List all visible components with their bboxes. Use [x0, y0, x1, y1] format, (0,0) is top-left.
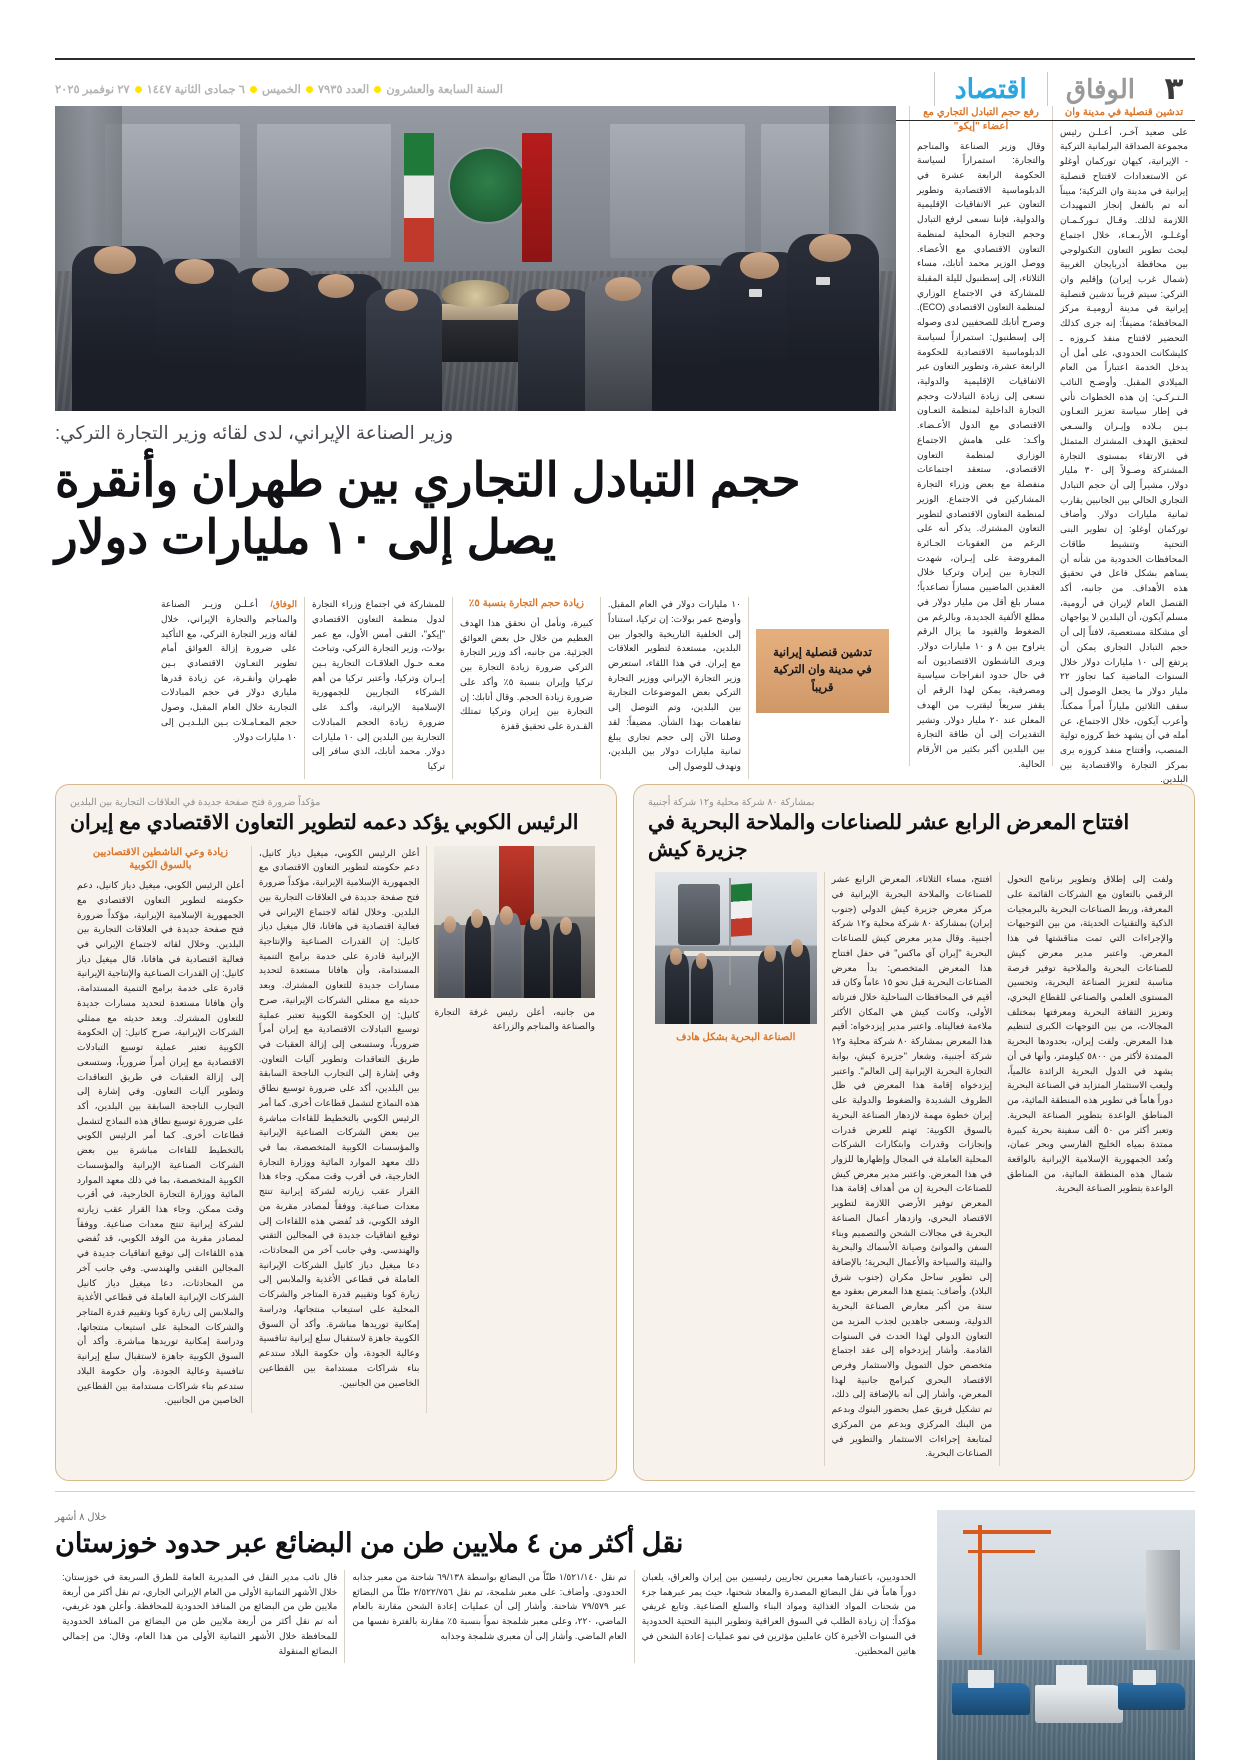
lead-headline: حجم التبادل التجاري بين طهران وأنقرة يصل إلى ١٠ مليارات دولار — [55, 453, 801, 564]
masthead-divider-2 — [934, 72, 935, 106]
kish-exhibition-article — [633, 784, 1195, 1481]
kuwait-eyebrow: مؤكداً ضرورة فتح صفحة جديدة في العلاقات التجارية بين البلدين — [70, 797, 321, 808]
lead-column-3-text-wrap — [600, 597, 748, 779]
lead-column-4-text: وقال وزير الصناعة والمناجم والتجارة: استمراراً لسياسة الحكومة الرابعة عشرة في الدبلوماسية الاقتصادية وتطوير التعاون عبر الاتفاقيات الإقليمية والدولية، فإننا نسعى لرفع التبادل وحجم التجارة المحلية لمنظمة التعاون الاقتصادي مع الأعضاء. ووصل الوزير محمد أتابك، مساء الثلاثاء، إلى إسطنبول لليلة المقبلة للمشاركة في الاجتماع الوزاري لمنظمة التعاون الاقتصادي (ECO). وصرح أتابك للصحفيين لدى وصوله إلى إسطنبول: استمرازاً لسياسة الدبلوماسية الاقتصادية للحكومة الرابعة عشرة، وتطوير التعاون عبر الاتفاقيات الإقليمية والدولية، نسعى إلى زيادة التبادلات وحجم التجارة الداخلية لمنظمة التعـاون الاقتصادي مع الدول الأعـضاء. وأكـد: على هامش الاجتماع الوزاري لمنظمة التعاون الاقتصادي، ستعقد اجتماعات منفصلة مع بعض وزراء التجارة المشاركين في الاجتماع. الوزير لمنظمة التعاون الاقتصادي لتطوير التعاون المشترك. يذكر أنه على الرغم من العقوبات الجـائرة المفروضة على إيـران، شهدت التجارة بين إيران وتركيا خلال العقدين الماضيين مسازاً تصاعدياً؛ مسار بلغ أقل من مليار دولار في مطلع الألفية الجديدة، وبالرغم من الضغوط والقيود ما يزال الرقم يتراوح بين ٨ و ١٠ مليارات دولار. ويرى الناشطون الاقتصاديون أنه في حال حدود انفراجات سياسية ومصرفية، يمكن لهذا الرقم أن يقفز سريعاً ليقترب من الهدف المعلن عند ٢٠ مليار دولار. وتشير التقديرات إلى أن طاقة التجارة بين البلدين أكبر بكثير من الأرقام الحالية. — [917, 140, 1045, 769]
kish-subheading: الصناعة البحرية بشكل هادف — [676, 1032, 796, 1044]
masthead — [55, 0, 1195, 107]
bullet-dot-icon — [135, 86, 142, 93]
secondary-articles-row — [55, 784, 1195, 1481]
lead-column-5 — [1052, 106, 1195, 785]
iran-flag-icon — [731, 884, 752, 937]
meta-issue: العدد ٧٩٣٥ — [317, 84, 370, 96]
name-badge-icon — [816, 277, 829, 285]
masthead-meta — [55, 82, 503, 96]
crane-icon — [978, 1525, 982, 1655]
bottom-headline: نقل أكثر من ٤ ملايين طن من البضائع عبر حدود خوزستان — [55, 1528, 684, 1559]
kuwait-column-left: من جانبه، أعلن رئيس غرفة التجارة والصناعة والمناجم والزراعة — [434, 1006, 595, 1032]
section-name: اقتصاد — [954, 73, 1027, 104]
bottom-column-3: الحدوديين، باعتبارهما معبرين تجاريين رئيسيين بين إيران والعراق، يلعبان دوراً هاماً في نقل البضائع المصدرة والمعاد شحنها، حيث يمر عبرهما جزء من شحنات المواد الغذائية ومواد البناء والسلع الصناعية. وتابع غريفي مؤكداً: إن زيادة الطلب في السوق العراقية وتطوير البنية التحتية الحدودية في السنوات الأخيرة كان عاملين مؤثرين في نمو عمليات إعادة الشحن في هاتين المحطتين. — [641, 1572, 916, 1656]
turkey-flag-icon — [522, 133, 552, 261]
table-flowers — [442, 280, 509, 307]
lead-sidebar-heading-1: تدشين قنصلية في مدينة وان — [1064, 107, 1184, 118]
bottom-section-rule — [55, 1491, 1195, 1492]
lead-side-columns — [908, 106, 1195, 785]
kuwait-headline: الرئيس الكوبي يؤكد دعمه لتطوير التعاون الاقتصادي مع إيران — [70, 811, 579, 834]
kuwait-delegation-photo — [434, 846, 595, 998]
summit-emblem-icon — [450, 149, 526, 222]
lead-column-2-text: كبيرة، ونأمل أن نحقق هذا الهدف العظيم من خلال حل بعض العوائق الجزئية. من جانبه، أكد وزير التجارة التركي ضرورة زيادة التجارة بين تركيا وإيران بنسبة ٥٪ وأكد على ضرورة زيادة الحجم. وقال أتابك: إن التجارة بين إيران وتركيا تمتلك القـدرة على تحقيق قفزة — [460, 617, 593, 731]
iran-flag-icon — [404, 133, 434, 261]
lead-kicker: وزير الصناعة الإيراني، لدى لقائه وزير التجارة التركي: — [55, 422, 454, 443]
lead-sidebar-heading-3: زيادة حجم التجارة بنسبة ٥٪ — [468, 598, 585, 610]
iran-turkey-ministers-meeting-photo — [55, 106, 896, 411]
lead-byline: الوفاق/ — [270, 599, 298, 610]
kish-column-right: افتتح، مساء الثلاثاء، المعرض الرابع عشر للصناعات والملاحة البحرية الإيرانية في مركز معرض جزيرة كيش الدولي (جنوب إيران) بمشاركة ٨٠ شركة محلية و١٢ شركة أجنبية. وقال مدير معرض كيش للصناعات البحرية "إيران آي ماكس" في حفل افتتاح هذا المعرض المتخصص: بدأ معرض الصناعات البحرية قبل نحو ١٥ عاماً وكان قد أقيم في المحافظات الساحلية خلال فترتاته الأولى، وكانت كيش هي المكان الأكثر ملاءمة فعاليتاه. واعتبر مدير إيزدخواه: أقيم هذا المعرض بمشاركة ٨٠ شركة محلية و١٢ شركة أجنبية، وشعار "جزيرة كيش، بوابة التجارة البحرية الإيرانية إلى العالم". واعتبر إيزدخواه إقامة هذا المعرض في ظل الظروف الشديدة والضغوط والدولية على إيران خطوة مهمة لازدهار الصناعة البحرية بالسوق الكوبية: تهتم للعرض قدرات وإنجازات وقدرات وابتكارات الشركات المحلية العاملة في المجال وإظهارها للزوار في هذا المعرض. واعتبر مدير معرض كيش للصناعات البحرية إن من أهداف إقامة هذا المعرض توفير الأرضي اللازمة لتطوير الاقتصاد البحري، وازدهار أعمال الصناعة البحرية في مجالات الشحن والتصميم وبناء السفن والموانئ وصيانة الأسماك والبحرية والبيئة والسياحة والأعمال البحرية؛ بالإضافة إلى تطوير ساحل مكران (جنوب شرق البلاد). وأضاف: يتمتع هذا المعرض بعقود مع سنة من أكبر معارض الصناعة البحرية الدولية، ونسعى جاهدين لجذب المزيد من التعاون الدولي لهذا الحدث في السنوات القادمة. وأشار إيزدخواه إلى عقد اجتماع متخصص حول التمويل والاستثمار وفرص الاقتصاد البحري كبرامج جانبية لهذا المعرض، وأشار إلى أنه بالإضافة إلى ذلك، تم تشكيل فريق عمل بحضور البنوك وبدعم من البنك المركزي وبدعم من المركزي لمتابعة إجراءات الاستثمار والتطوير في الصناعات البحرية. — [831, 874, 993, 1459]
bottom-column-1: قال نائب مدير النقل في المديرية العامة للطرق السريعة في خوزستان: خلال الأشهر الثمانية الأولى من العام الإيراني الجاري، تم نقل أكثر من أربعة ملايين طن من البضائع من المنافذ الحدودية للمحافظة. وأعلن هود غريفي، أنه تم نقل أكثر من أربعة ملايين طن من البضائع من المنافذ الحدودية للمحافظة خلال الأشهر الثمانية الأولى من هذا العام، وقال: من إجمالي البضائع المنقولة — [62, 1572, 338, 1656]
lead-column-1-text: للمشاركة في اجتماع وزراء التجارة لدول منظمة التعاون الاقتصادي "إيكو"، التقى أمس الأول، مع عمر بولات، وزير التجارة التركي، وتباحث معـه حـول العلاقـات التجارية بـين إيـران وتركيا، وأعتبر تركيا من أهم الشركاء التجاريين للجمهورية الإسلامية الإيرانية، وأكـد على ضرورة زيادة الحجم المبادلات التجارية بين البلدين إلى ١٠ مليارات دولار. محمد أتابك، الذي سافر إلى تركيا — [312, 599, 445, 772]
kuwait-subheading: زيادة وعي الناشطين الاقتصاديين بالسوق الكوبية — [92, 846, 229, 872]
kish-headline: افتتاح المعرض الرابع عشر للصناعات والملاحة البحرية في جزيرة كيش — [648, 811, 1130, 861]
kuwait-column-right: أعلن الرئيس الكوبي، ميغيل دياز كانيل، دعم حكومته لتطوير التعاون الاقتصادي مع الجمهورية الإسلامية الإيرانية، مؤكداً ضرورة فتح صفحة جديدة في العلاقات التجارية بين البلدين. وخلال لقائه لاجتماع الإيراني في فعالية اقتصادية في هافانا، قال ميغيل دياز كانيل: إن القدرات الصناعية والإنتاجية الإيرانية قادرة على خدمة برامج التنمية المستدامة، وأن هافانا مستعدة لتحديد مسارات جديدة للتعاون المشترك. وبعد حديثه مع ممثلي الشركات الإيرانية، صرح كانيل: إن الحكومة الكوبية تعتبر عملية توسيع التبادلات الاقتصادية مع إيران أمراً ضرورياً، وستسعى إلى إزالة العقبات في طريق التعاقدات وتطوير آليات التعاون. وفي إشارة إلى التجارب الناجحة السابقة بين البلدين، أكد على ضرورة توسيع نطاق هذه النماذج لتشمل قطاعات أخرى. كما أمر الرئيس الكوبي بالتخطيط للقاءات مباشرة بين بعض الشركات الصناعية الإيرانية والمؤسسات الكوبية المتخصصة، بما في ذلك معهد الموارد المائية ووزارة التجارة الخارجية، في أقرب وقت ممكن. وجاء هذا القرار عقب زيارته لشركة إيرانية تنتج معدات صناعية. ووفقاً لمصادر مقربة من الوفد الكوبي، قد تُفضي هذه اللقاءات إلى توقيع اتفاقيات جديدة في المجالين التقني والهندسي. وفي جانب آخر من المحادثات، دعا ميغيل دياز كانيل الشركات الإيرانية العاملة في قطاعي الأغذية والملابس إلى زيارة كوبا وتقييم قدرة المتاجر والشركات المحلية على استيعاب منتجاتها، ودراسة إمكانية توريدها مباشرة. وأكد أن السوق الكوبية جاهزة لاستقبال سلع إيرانية تنافسية وعالية الجودة، وأن حكومة البلاد ستدعم بناء شراكات مستدامة بين القطاعين الخاصين من الجانبين. — [77, 880, 244, 1406]
kish-exhibition-opening-photo — [655, 872, 817, 1024]
kuwait-column-mid: أعلن الرئيس الكوبي، ميغيل دياز كانيل، دعم حكومته لتطوير التعاون الاقتصادي مع الجمهورية الإسلامية الإيرانية، مؤكداً ضرورة فتح صفحة جديدة في العلاقات التجارية بين البلدين. وخلال لقائه لاجتماع الإيراني في فعالية اقتصادية في هافانا، قال ميغيل دياز كانيل: إن القدرات الصناعية والإنتاجية الإيرانية قادرة على خدمة برامج التنمية المستدامة، وأن هافانا مستعدة لتحديد مسارات جديدة للتعاون المشترك. وبعد حديثه مع ممثلي الشركات الإيرانية، صرح كانيل: إن الحكومة الكوبية تعتبر عملية توسيع التبادلات الاقتصادية مع إيران أمراً ضرورياً، وستسعى إلى إزالة العقبات في طريق التعاقدات وتطوير آليات التعاون. وفي إشارة إلى التجارب الناجحة السابقة بين البلدين، أكد على ضرورة توسيع نطاق هذه النماذج لتشمل قطاعات أخرى. كما أمر الرئيس الكوبي بالتخطيط للقاءات مباشرة بين بعض الشركات الصناعية الإيرانية والمؤسسات الكوبية المتخصصة، بما في ذلك معهد الموارد المائية ووزارة التجارة الخارجية، في أقرب وقت ممكن. وجاء هذا القرار عقب زيارته لشركة إيرانية تنتج معدات صناعية. ووفقاً لمصادر مقربة من الوفد الكوبي، قد تُفضي هذه اللقاءات إلى توقيع اتفاقيات جديدة في المجالين التقني والهندسي. وفي جانب آخر من المحادثات، دعا ميغيل دياز كانيل الشركات الإيرانية العاملة في قطاعي الأغذية والملابس إلى زيارة كوبا وتقييم قدرة المتاجر والشركات المحلية على استيعاب منتجاتها، ودراسة إمكانية توريدها مباشرة. وأكد أن السوق الكوبية جاهزة لاستقبال سلع إيرانية تنافسية وعالية الجودة، وأن حكومة البلاد ستدعم بناء شراكات مستدامة بين القطاعين الخاصين من الجانبين. — [258, 847, 420, 1388]
port-cranes-and-boats-photo — [937, 1510, 1195, 1760]
name-badge-icon — [749, 289, 762, 297]
lead-column-3-text: ١٠ مليارات دولار في العام المقبل. وأوضح عمر بولات: إن تركيا، استناداً إلى الخلفية التاريخية والجوار بين البلدين، مستعدة لتطوير العلاقات مع إيران. في هذا اللقاء، استعرض وزير التجارة الإيراني ووزير التجارة التركي بعض الموضوعات التجارية بين البلدين، وتم التوصل إلى تفاهمات بهذا الشأن. مضيفاً: لقد وصلنا الآن إلى حجم تجاري يبلغ ثمانية مليارات دولار بين البلدين، ونهدف للوصول إلى — [608, 599, 741, 772]
bullet-dot-icon — [306, 86, 313, 93]
page-number: ٣ — [1164, 71, 1184, 107]
bottom-article-text — [55, 1510, 923, 1760]
lead-column-3 — [748, 597, 896, 779]
bottom-eyebrow: خلال ٨ أشهر — [55, 1512, 107, 1524]
meta-gregorian-date: ٢٧ نوفمبر ٢٠٢٥ — [55, 84, 130, 96]
bottom-column-2: تم نقل ١/٥٢١/١٤٠ طنّاً من البضائع بواسطة ٦٩/١٣٨ شاحنة من معبر جذابه الحدودي. وأضاف: على معبر شلمجة، تم نقل ٢/٥٢٢/٧٥٦ طنّاً من البضائع عبر ٧٩/٥٧٩ شاحنة. وأشار إلى أن عمليات إعادة الشحن مقارنة بالعام الماضي، ٢٢٠، وعلى معبر شلمجة نمواً بنسبة ٥٪ مقارنة بالفترة نفسها من العام الماضي. وأشار إلى أن معبري شلمجة وجذابه — [352, 1572, 627, 1641]
lead-column-1 — [304, 597, 452, 779]
bullet-dot-icon — [374, 86, 381, 93]
paper-name: الوفاق — [1065, 73, 1135, 104]
meta-weekday: الخميس — [261, 84, 301, 96]
port-silo — [1146, 1550, 1180, 1650]
meta-year: السنة السابعة والعشرون — [386, 84, 503, 96]
kish-eyebrow: بمشاركة ٨٠ شركة محلية و١٢ شركة أجنبية — [648, 797, 815, 808]
kuwait-president-article — [55, 784, 617, 1481]
bullet-dot-icon — [250, 86, 257, 93]
lead-sidebar-heading-2: رفع حجم التبادل التجاري مع أعضاء "إيكو" — [923, 107, 1039, 132]
lead-column-byline — [154, 597, 304, 779]
lead-column-4 — [909, 106, 1052, 769]
lead-main — [55, 106, 908, 772]
lead-byline-text: أعـلـن وزيـر الصناعة والمناجم والتجارة الإيراني، خلال لقائه وزير التجارة التركي، مع التأكيد على ضرورة إزالة العوائق أمام تطوير التعـاون الاقتصادي بـين طهـران وأنقـرة، عن زيادة قدرها ملياري دولار في حجم المبادلات التجارية خلال العام المقبل، وصول حجم المعـامـلات بـين البلـديـن إلى ١٠ مليارات دولار. — [161, 599, 297, 742]
lead-column-2 — [452, 597, 600, 779]
masthead-divider-1 — [1047, 72, 1048, 106]
lead-column-5-text: على صعيد آخـر، أعـلـن رئيس مجموعة الصداقة البرلمانية التركية - الإيرانية، كيهان توركمان أوغلو عن الاستعدادات لافتتاح قنصلية إيرانية في مدينة وان التركية؛ مبيناً أنه تم بالفعل إنجاز التمهيدات اللازمة لذلك. وقـال تـوركـمـان أوغـلـو، الأربـعـاء، خلال اجتماع لبحث تطوير التعاون التكنولوجي بين محافظة أذربايجان الغربية (شمال غرب إيران) وإقليم وان التركي: سيتم قريباً تدشين قنصلية إيرانية في مدينة أروميـة مركز المحافظة؛ مضيفاً: إنه جرى كذلك التحضير لافتتاح منفذ كـروزه ـ كليشكانت الحدودي، على أمل أن يدخل الخدمة اعتباراً من العام الميلادي المقبل. وأوضـح النائب الـتـركـي: إن هذه الخطوات تأتي في إطار سياسة تعزيز التعـاون بـين بـلاده وإيـران والسـعي لتحقيق الهدف المشترك المتمثل في الارتقاء بمستوى التجارة المشتركة وصـولاً إلى ٣٠ مليار دولار، مشيراً إلى أن حجم التبادل التجاري الحالي بين الجانبين يقارب ثمانية مليارات دولار. وأضاف توركمان أوغلو: إن تطوير البنى التحتية وتنشيط طاقات المحافظات الحدودية من شأنه أن يساهم بشكل فاعل في تحقيق هذه الأهداف. من جانبه، أكد القنصل العام لإيران في أرومية، مسلم آيكون، أن البلدين لا يواجهان أي مشكلة مستعصية، لافتاً إلى أن حجم التبادل التجاري يمكن أن يرتفع إلى ١٠ مليارات دولار خلال السنوات الماضية كما تجاوز ٢٢ مليار دولار ما يجعل الوصول إلى سقف الثلاثين ملياراً أمراً ممكناً. وأعرب آيكون، خلال الاجتماع، عن أمله في أن يشهد خط كروزه تولية المنصب، وأفتتاح منفذ كروزه يرى بمركز التجارة والاقتصادية بين البلدين. — [1060, 126, 1188, 785]
kish-column-left: ولفت إلى إطلاق وتطوير برنامج التحول الرقمي بالتعاون مع الشركات القائمة على المعرفة، وربط الصناعات البحرية بالبرمجيات الذكية والتقنيات الحديثة، من بين التوجيهات والإجراءات التي تمت مناقشتها في هذا المعرض. واعتبر مدير معرض كيش للصناعات البحرية والملاحية توفير فرصة مناسبة لتعزيز الصناعة البحرية، وتحسين المستوى العلمي والصناعي للقطاع البحري، وتعزيز الثقافة البحرية ومعرفتها بمختلف المجالات، من بين التوجهات الكبرى لتنظيم هذا المعرض. ولفت إيران، بحدودها البحرية الممتدة لأكثر من ٥٨٠٠ كيلومتر، وأنها في أن يشهد في الدول البحرية الرائدة عالمياً، وليعب الاستثمار المتزايد في الصناعة البحرية دوراً هاماً في تطوير هذه المنطقة المائية، من المناطق الواعدة بتطوير الصناعة البحرية. وتعبر أكثر من ٥٠ ألف سفينة بحرية كبيرة ممتدة بمياه الخليج الفارسي وبحر عمان، وتُعد الجمهورية الإسلامية الإيرانية بالواقعة شمال هذه المنطقة المائية، من المناطق الواعدة بتطوير الصناعة البحرية. — [1007, 874, 1173, 1194]
lead-story — [55, 106, 1195, 785]
meta-hijri-date: ٦ جمادى الثانية ١٤٤٧ — [146, 84, 245, 96]
pull-quote-box: تدشين قنصلية إيرانية في مدينة وان التركية قريباً — [756, 629, 889, 713]
lead-lower-columns — [55, 597, 896, 779]
khuzestan-goods-transit-article — [55, 1510, 1195, 1760]
